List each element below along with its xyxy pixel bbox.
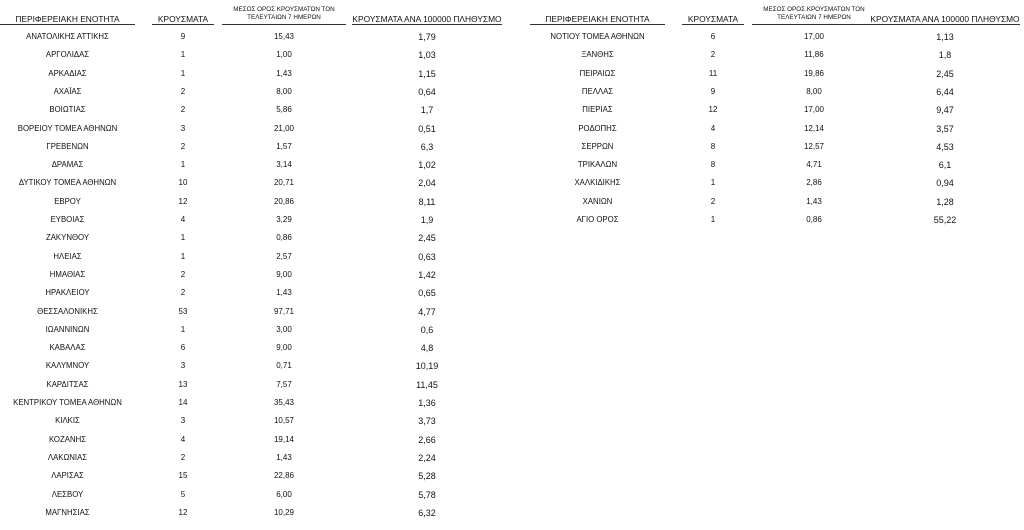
avg-cell: 19,14 <box>273 434 295 444</box>
region-cell: ΑΡΚΑΔΙΑΣ <box>48 68 87 78</box>
region-cell: ΛΕΣΒΟΥ <box>51 489 84 499</box>
table-row <box>530 65 1024 83</box>
cases-cell: 4 <box>710 123 716 133</box>
avg-cell: 20,86 <box>273 196 295 206</box>
table-row <box>0 28 510 46</box>
per100k-cell: 1,79 <box>418 32 436 42</box>
cases-cell: 12 <box>708 105 718 115</box>
cases-cell: 2 <box>180 269 186 279</box>
table-row <box>0 138 510 156</box>
region-cell: ΣΕΡΡΩΝ <box>581 141 614 151</box>
cases-cell: 1 <box>710 215 716 224</box>
per100k-cell: 6,3 <box>420 141 434 152</box>
per100k-cell: 1,13 <box>936 32 954 42</box>
cases-cell: 1 <box>180 160 186 170</box>
region-cell: ΛΑΚΩΝΙΑΣ <box>47 452 88 462</box>
avg-cell: 2,57 <box>276 251 292 261</box>
avg-cell: 0,71 <box>276 361 292 371</box>
per100k-cell: 3,57 <box>936 123 954 134</box>
table-row <box>530 101 1024 119</box>
per100k-cell: 0,65 <box>418 288 436 299</box>
region-cell: ΔΡΑΜΑΣ <box>51 160 84 170</box>
avg-cell: 3,14 <box>276 160 292 170</box>
header-divider <box>0 24 135 25</box>
header-divider <box>870 24 1020 25</box>
region-cell: ΗΡΑΚΛΕΙΟΥ <box>45 288 90 298</box>
cases-cell: 10 <box>178 178 188 188</box>
header-divider <box>530 24 665 25</box>
header-divider <box>682 24 744 25</box>
cases-cell: 4 <box>180 434 186 444</box>
per100k-cell: 1,15 <box>418 68 436 79</box>
table-row <box>530 193 1024 211</box>
header-avg-line2: ΤΕΛΕΥΤΑΙΩΝ 7 ΗΜΕΡΩΝ <box>247 14 321 21</box>
avg-cell: 10,29 <box>273 507 295 517</box>
region-cell: ΧΑΝΙΩΝ <box>582 196 613 206</box>
header-avg-line1: ΜΕΣΟΣ ΟΡΟΣ ΚΡΟΥΣΜΑΤΩΝ ΤΟΝ <box>233 6 335 13</box>
per100k-cell: 0,63 <box>418 251 436 262</box>
region-cell: ΠΕΙΡΑΙΩΣ <box>579 68 616 78</box>
cases-cell: 1 <box>180 50 186 60</box>
cases-cell: 1 <box>180 68 186 78</box>
per100k-cell: 11,45 <box>416 379 438 390</box>
region-cell: ΤΡΙΚΑΛΩΝ <box>577 160 618 170</box>
cases-cell: 15 <box>178 471 188 481</box>
header-avg-line1: ΜΕΣΟΣ ΟΡΟΣ ΚΡΟΥΣΜΑΤΩΝ ΤΟΝ <box>763 6 865 13</box>
region-cell: ΑΓΙΟ ΟΡΟΣ <box>576 215 619 224</box>
cases-cell: 3 <box>180 361 186 371</box>
region-cell: ΚΟΖΑΝΗΣ <box>48 434 87 444</box>
table-row <box>0 284 510 302</box>
table-row <box>0 193 510 211</box>
avg-cell: 1,43 <box>806 196 822 206</box>
region-cell: ΝΟΤΙΟΥ ΤΟΜΕΑ ΑΘΗΝΩΝ <box>550 32 645 41</box>
cases-cell: 12 <box>178 507 188 517</box>
region-cell: ΚΑΛΥΜΝΟΥ <box>45 361 90 371</box>
table-row <box>530 120 1024 138</box>
table-row <box>530 83 1024 101</box>
header-avg <box>222 6 346 22</box>
cases-cell: 2 <box>180 141 186 151</box>
cases-cell: 9 <box>180 32 186 41</box>
table-row <box>0 467 510 485</box>
cases-cell: 53 <box>178 306 188 316</box>
header-divider <box>352 24 502 25</box>
avg-cell: 1,43 <box>276 288 292 298</box>
cases-cell: 2 <box>710 196 716 206</box>
per100k-cell: 2,04 <box>418 178 436 189</box>
table-row <box>530 28 1024 46</box>
per100k-cell: 6,32 <box>418 507 436 518</box>
per100k-cell: 6,1 <box>938 160 952 171</box>
per100k-cell: 2,66 <box>418 434 436 445</box>
cases-cell: 6 <box>180 343 186 353</box>
avg-cell: 7,57 <box>276 379 292 389</box>
cases-cell: 8 <box>710 141 716 151</box>
region-cell: ΒΟΡΕΙΟΥ ΤΟΜΕΑ ΑΘΗΝΩΝ <box>17 123 118 133</box>
table-row <box>530 138 1024 156</box>
cases-cell: 2 <box>180 105 186 115</box>
header-cases: ΚΡΟΥΣΜΑΤΑ <box>157 14 209 24</box>
cases-cell: 2 <box>180 86 186 96</box>
cases-cell: 1 <box>180 251 186 261</box>
region-cell: ΕΒΡΟΥ <box>54 196 81 206</box>
table-row <box>0 431 510 449</box>
table-row <box>0 229 510 247</box>
per100k-cell: 1,8 <box>938 50 952 61</box>
table-row <box>530 174 1024 192</box>
region-cell: ΜΑΓΝΗΣΙΑΣ <box>45 507 90 517</box>
region-cell: ΛΑΡΙΣΑΣ <box>51 471 84 481</box>
per100k-cell: 5,78 <box>418 489 436 500</box>
cases-cell: 1 <box>710 178 716 188</box>
per100k-cell: 8,11 <box>418 196 436 207</box>
avg-cell: 5,86 <box>276 105 292 115</box>
cases-cell: 2 <box>710 50 716 60</box>
avg-cell: 0,86 <box>806 215 822 224</box>
avg-cell: 9,00 <box>276 343 292 353</box>
per100k-cell: 0,6 <box>420 324 434 335</box>
avg-cell: 10,57 <box>273 416 295 426</box>
table-row <box>0 174 510 192</box>
avg-cell: 12,14 <box>803 123 825 133</box>
avg-cell: 17,00 <box>803 32 825 41</box>
table-row <box>0 357 510 375</box>
table-row <box>0 120 510 138</box>
table-row <box>0 266 510 284</box>
header-per100k: ΚΡΟΥΣΜΑΤΑ ΑΝΑ 100000 ΠΛΗΘΥΣΜΟ <box>870 14 1020 24</box>
table-row <box>0 101 510 119</box>
header-divider <box>752 24 876 25</box>
region-cell: ΚΕΝΤΡΙΚΟΥ ΤΟΜΕΑ ΑΘΗΝΩΝ <box>13 398 122 407</box>
per100k-cell: 6,44 <box>936 86 954 97</box>
cases-cell: 3 <box>180 416 186 426</box>
avg-cell: 1,43 <box>276 452 292 462</box>
table-row <box>530 211 1024 229</box>
per100k-cell: 1,28 <box>936 196 954 207</box>
table-row <box>0 394 510 412</box>
per100k-cell: 55,22 <box>933 215 957 225</box>
region-cell: ΠΙΕΡΙΑΣ <box>582 105 613 115</box>
region-cell: ΞΑΝΘΗΣ <box>581 50 614 60</box>
per100k-cell: 1,42 <box>418 269 436 280</box>
region-cell: ΓΡΕΒΕΝΩΝ <box>46 141 89 151</box>
avg-cell: 9,00 <box>276 269 292 279</box>
region-cell: ΡΟΔΟΠΗΣ <box>578 123 617 133</box>
region-cell: ΕΥΒΟΙΑΣ <box>50 215 85 224</box>
region-cell: ΙΩΑΝΝΙΝΩΝ <box>45 324 90 334</box>
cases-cell: 2 <box>180 288 186 298</box>
avg-cell: 15,43 <box>273 32 295 41</box>
cases-cell: 13 <box>178 379 188 389</box>
per100k-cell: 1,7 <box>420 105 434 116</box>
avg-cell: 8,00 <box>806 86 822 96</box>
table-row <box>0 83 510 101</box>
avg-cell: 1,00 <box>276 50 292 60</box>
per100k-cell: 2,24 <box>418 452 436 463</box>
avg-cell: 0,86 <box>276 233 292 243</box>
cases-cell: 5 <box>180 489 186 499</box>
avg-cell: 6,00 <box>276 489 292 499</box>
avg-cell: 19,86 <box>803 68 825 78</box>
region-cell: ΧΑΛΚΙΔΙΚΗΣ <box>574 178 621 188</box>
avg-cell: 4,71 <box>806 160 822 170</box>
cases-cell: 8 <box>710 160 716 170</box>
cases-cell: 2 <box>180 452 186 462</box>
header-divider <box>222 24 346 25</box>
table-row <box>0 211 510 229</box>
per100k-cell: 4,8 <box>420 343 434 354</box>
per100k-cell: 0,64 <box>418 86 436 97</box>
avg-cell: 21,00 <box>273 123 295 133</box>
region-cell: ΒΟΙΩΤΙΑΣ <box>49 105 86 115</box>
avg-cell: 1,43 <box>276 68 292 78</box>
table-row <box>0 339 510 357</box>
cases-cell: 4 <box>180 215 186 224</box>
per100k-cell: 1,9 <box>420 215 434 225</box>
region-cell: ΗΜΑΘΙΑΣ <box>49 269 86 279</box>
table-row <box>0 303 510 321</box>
region-cell: ΑΡΓΟΛΙΔΑΣ <box>45 50 90 60</box>
region-cell: ΘΕΣΣΑΛΟΝΙΚΗΣ <box>37 306 98 316</box>
avg-cell: 11,86 <box>804 50 824 60</box>
avg-cell: 3,00 <box>276 324 292 334</box>
per100k-cell: 0,94 <box>936 178 954 189</box>
table-row <box>0 486 510 504</box>
cases-cell: 1 <box>180 324 186 334</box>
region-cell: ΚΑΒΑΛΑΣ <box>49 343 86 353</box>
region-cell: ΖΑΚΥΝΘΟΥ <box>45 233 90 243</box>
per100k-cell: 9,47 <box>936 105 954 116</box>
cases-cell: 14 <box>178 398 188 407</box>
header-region: ΠΕΡΙΦΕΡΕΙΑΚΗ ΕΝΟΤΗΤΑ <box>545 14 650 24</box>
avg-cell: 12,57 <box>803 141 825 151</box>
avg-cell: 20,71 <box>273 178 295 188</box>
table-row <box>0 156 510 174</box>
table-row <box>0 46 510 64</box>
header-cases: ΚΡΟΥΣΜΑΤΑ <box>687 14 739 24</box>
cases-cell: 3 <box>180 123 186 133</box>
table-row <box>0 376 510 394</box>
per100k-cell: 3,73 <box>418 416 436 427</box>
header-divider <box>152 24 214 25</box>
per100k-cell: 4,77 <box>418 306 436 317</box>
table-row <box>0 65 510 83</box>
region-cell: ΗΛΕΙΑΣ <box>53 251 82 261</box>
per100k-cell: 10,19 <box>415 361 439 372</box>
cases-cell: 12 <box>178 196 188 206</box>
avg-cell: 3,29 <box>276 215 292 224</box>
header-per100k: ΚΡΟΥΣΜΑΤΑ ΑΝΑ 100000 ΠΛΗΘΥΣΜΟ <box>352 14 502 24</box>
per100k-cell: 1,02 <box>418 160 436 171</box>
table-row <box>0 248 510 266</box>
avg-cell: 2,86 <box>806 178 822 188</box>
header-avg-line2: ΤΕΛΕΥΤΑΙΩΝ 7 ΗΜΕΡΩΝ <box>777 14 851 21</box>
avg-cell: 8,00 <box>276 86 292 96</box>
per100k-cell: 2,45 <box>418 233 436 244</box>
table-row <box>0 321 510 339</box>
per100k-cell: 2,45 <box>936 68 954 79</box>
cases-cell: 11 <box>708 68 718 78</box>
avg-cell: 22,86 <box>273 471 295 481</box>
per100k-cell: 5,28 <box>418 471 436 482</box>
avg-cell: 17,00 <box>803 105 825 115</box>
region-cell: ΑΝΑΤΟΛΙΚΗΣ ΑΤΤΙΚΗΣ <box>26 32 109 41</box>
avg-cell: 35,43 <box>273 398 295 407</box>
region-cell: ΚΙΛΚΙΣ <box>55 416 80 426</box>
header-region: ΠΕΡΙΦΕΡΕΙΑΚΗ ΕΝΟΤΗΤΑ <box>15 14 120 24</box>
cases-cell: 9 <box>710 86 716 96</box>
per100k-cell: 1,36 <box>418 398 436 408</box>
region-cell: ΔΥΤΙΚΟΥ ΤΟΜΕΑ ΑΘΗΝΩΝ <box>18 178 117 188</box>
avg-cell: 97,71 <box>273 306 295 316</box>
table-row <box>530 46 1024 64</box>
region-cell: ΚΑΡΔΙΤΣΑΣ <box>46 379 89 389</box>
cases-cell: 6 <box>710 32 716 41</box>
table-row <box>0 449 510 467</box>
avg-cell: 1,57 <box>276 141 292 151</box>
table-row <box>0 412 510 430</box>
region-cell: ΠΕΛΛΑΣ <box>581 86 614 96</box>
cases-cell: 1 <box>180 233 186 243</box>
per100k-cell: 0,51 <box>418 123 436 134</box>
table-row <box>530 156 1024 174</box>
region-cell: ΑΧΑΪΑΣ <box>53 86 82 96</box>
per100k-cell: 1,03 <box>418 50 436 61</box>
per100k-cell: 4,53 <box>936 141 954 152</box>
table-row <box>0 504 510 522</box>
header-avg <box>752 6 876 22</box>
